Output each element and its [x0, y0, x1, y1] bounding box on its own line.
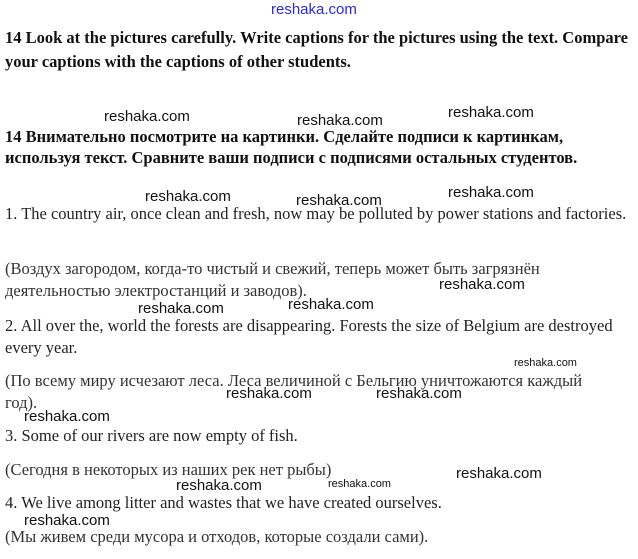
watermark: reshaka.com: [145, 188, 231, 205]
watermark: reshaka.com: [439, 276, 525, 293]
item-2-ru: (По всему миру исчезают леса. Леса величиной с Бельгию уничтожаются каждый год).: [5, 371, 583, 412]
watermark: reshaka.com: [226, 385, 312, 402]
watermark: reshaka.com: [288, 296, 374, 313]
item-3-en: 3. Some of our rivers are now empty of fish.: [5, 426, 298, 445]
watermark: reshaka.com: [448, 184, 534, 201]
watermark: reshaka.com: [514, 357, 577, 369]
task-heading-en: 14 Look at the pictures carefully. Write captions for the pictures using the text. Compare your captions with the captions of other students.: [5, 28, 628, 71]
watermark: reshaka.com: [376, 385, 462, 402]
item-1-en: 1. The country air, once clean and fresh, now may be polluted by power stations and factories.: [5, 204, 627, 223]
watermark: reshaka.com: [104, 108, 190, 125]
item-2-en: 2. All over the, world the forests are disappearing. Forests the size of Belgium are destroyed every year.: [5, 316, 613, 357]
watermark: reshaka.com: [24, 408, 110, 425]
watermark: reshaka.com: [456, 465, 542, 482]
watermark: reshaka.com: [176, 477, 262, 494]
site-header-link[interactable]: reshaka.com: [271, 1, 357, 18]
watermark: reshaka.com: [138, 300, 224, 317]
watermark: reshaka.com: [328, 478, 391, 490]
item-3-ru: (Сегодня в некоторых из наших рек нет рыбы): [5, 460, 332, 479]
watermark: reshaka.com: [296, 192, 382, 209]
watermark: reshaka.com: [24, 512, 110, 529]
task-heading-ru: 14 Внимательно посмотрите на картинки. Сделайте подписи к картинкам, используя текст. Сравните ваши подписи с подписями остальных студентов.: [5, 127, 578, 167]
item-4-en: 4. We live among litter and wastes that we have created ourselves.: [5, 493, 442, 512]
watermark: reshaka.com: [448, 104, 534, 121]
item-4-ru: (Мы живем среди мусора и отходов, которые создали сами).: [5, 527, 429, 546]
watermark: reshaka.com: [297, 112, 383, 129]
item-1-ru: (Воздух загородом, когда-то чистый и свежий, теперь может быть загрязнён деятельностью электростанций и заводов).: [5, 259, 540, 300]
